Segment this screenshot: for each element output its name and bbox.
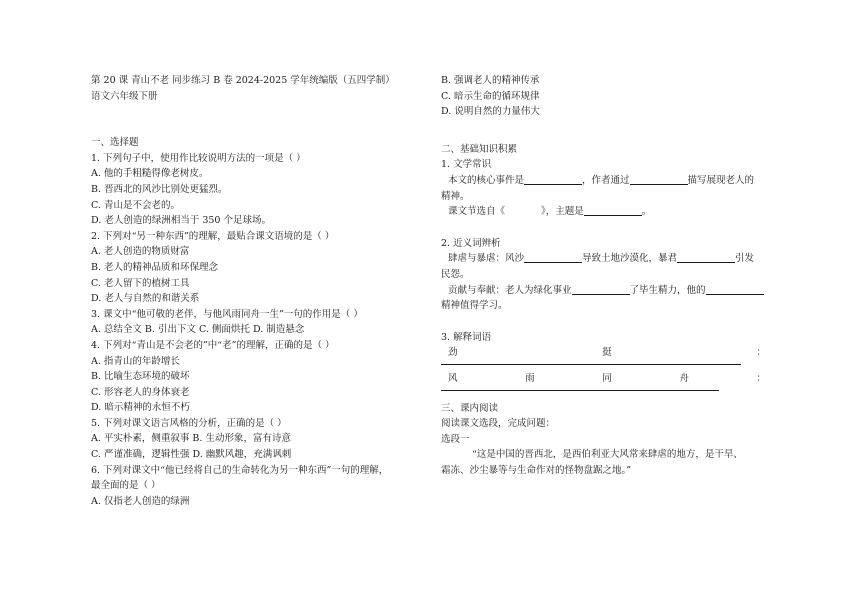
question-4-option-d: D. 暗示精神的永恒不朽: [91, 402, 190, 414]
s2-q1-title: 1. 文学常识: [441, 159, 492, 171]
s2-q1-line2: 精神。: [441, 190, 470, 202]
s2-q2-text-b: 导致土地沙漠化，暴君: [582, 253, 678, 265]
question-6-option-d: D. 说明自然的力量伟大: [441, 106, 540, 118]
passage-line2: 霜冻、沙尘暴等与生命作对的怪物盘踞之地。”: [441, 464, 632, 476]
section1-heading: 一、选择题: [91, 137, 139, 149]
s2-q3-word2-colon: ：: [756, 372, 766, 384]
question-1-stem: 1. 下列句子中，使用作比较说明方法的一项是（ ）: [91, 152, 306, 164]
s2-q2-text-c: 引发: [735, 253, 755, 265]
s2-q2-line4: 精神值得学习。: [441, 300, 508, 312]
answer-line[interactable]: [441, 363, 741, 365]
question-6-stem-line1: 6. 下列对课文中“他已经将自己的生命转化为另一种东西”一句的理解，: [91, 464, 389, 476]
section2-heading: 二、基础知识积累: [441, 143, 518, 155]
answer-blank[interactable]: [706, 283, 764, 295]
right-column: [441, 73, 771, 478]
question-5-options-ab: A. 平实朴素，侧重叙事 B. 生动形象，富有诗意: [91, 433, 291, 445]
s2-q1-line1: [441, 173, 771, 189]
s2-q3-word2-char2: 雨: [525, 372, 535, 384]
s2-q3-word1: [441, 345, 766, 361]
question-1-option-d: D. 老人创造的绿洲相当于 350 个足球场。: [91, 215, 271, 227]
section3-heading: 三、课内阅读: [441, 402, 499, 414]
question-4-option-b: B. 比喻生态环境的破坏: [91, 371, 190, 383]
section3-instruction: 阅读课文选段，完成问题：: [441, 418, 556, 430]
s2-q1-text-b: ，作者通过: [582, 174, 630, 186]
s2-q1-text-c: 描写展现老人的: [687, 174, 755, 186]
left-column: [91, 73, 421, 509]
answer-blank[interactable]: [584, 204, 642, 216]
document-title-line2: 语文六年级下册: [91, 90, 158, 102]
question-6-option-b: B. 强调老人的精神传承: [441, 75, 540, 86]
question-2-option-c: C. 老人留下的植树工具: [91, 277, 190, 289]
question-2-option-d: D. 老人与自然的和谐关系: [91, 293, 200, 305]
passage-label: 选段一: [441, 433, 470, 445]
question-2-option-a: A. 老人创造的物质财富: [91, 246, 190, 258]
question-4-stem: 4. 下列对“青山是不会老的”中“老”的理解，正确的是（ ）: [91, 339, 335, 351]
s2-q1-text-d: 课文节选自《: [448, 206, 506, 218]
question-3-stem: 3. 课文中“他可敬的老伴，与他风雨同舟一生”一句的作用是（ ）: [91, 308, 363, 320]
s2-q2-text-a: 肆虐与暴虐：风沙: [448, 253, 525, 265]
s2-q3-title: 3. 解释词语: [441, 331, 492, 343]
question-2-stem: 2. 下列对“另一种东西”的理解，最贴合课文语境的是（ ）: [91, 230, 335, 242]
s2-q3-word2-char1: 风: [448, 372, 458, 384]
question-6-option-c: C. 暗示生命的循环规律: [441, 90, 540, 102]
question-3-options: A. 总结全文 B. 引出下文 C. 侧面烘托 D. 制造悬念: [91, 324, 305, 336]
s2-q1-text-a: 本文的核心事件是: [448, 174, 525, 186]
s2-q2-line3: [441, 283, 771, 299]
question-1-option-a: A. 他的手粗糙得像老树皮。: [91, 168, 209, 180]
question-5-stem: 5. 下列对课文语言风格的分析，正确的是（ ）: [91, 417, 287, 429]
s2-q2-text-d: 贡献与奉献：老人为绿化事业: [448, 284, 572, 296]
s2-q3-word2-char4: 舟: [679, 372, 689, 384]
s2-q1-text-e: 》，主题是: [541, 206, 584, 218]
question-1-option-b: B. 晋西北的风沙比别处更猛烈。: [91, 183, 228, 195]
s2-q1-line3: [441, 204, 771, 220]
question-5-options-cd: C. 严谨准确，逻辑性强 D. 幽默风趣，充满讽刺: [91, 449, 292, 461]
s2-q3-word2-char3: 同: [602, 372, 612, 384]
answer-blank[interactable]: [524, 251, 582, 263]
s2-q3-word1-char2: 挺: [602, 347, 612, 359]
question-4-option-a: A. 指青山的年龄增长: [91, 355, 180, 367]
s2-q1-text-f: 。: [641, 206, 652, 218]
s2-q2-title: 2. 近义词辨析: [441, 237, 501, 249]
answer-blank[interactable]: [630, 173, 688, 185]
question-1-option-c: C. 青山是不会老的。: [91, 199, 180, 211]
answer-blank[interactable]: [677, 251, 735, 263]
passage-line1: “这是中国的晋西北，是西伯利亚大风常来肆虐的地方，是干旱、: [472, 449, 743, 461]
question-6-stem-line2: 最全面的是（ ）: [91, 480, 161, 492]
s2-q2-line2: 民怨。: [441, 268, 470, 280]
question-2-option-b: B. 老人的精神品质和环保理念: [91, 261, 219, 273]
question-4-option-c: C. 形容老人的身体衰老: [91, 386, 190, 398]
s2-q3-word1-char1: 劲: [448, 347, 458, 359]
s2-q2-text-e: 了毕生精力，他的: [629, 284, 706, 296]
s2-q3-word2: [441, 371, 766, 387]
s2-q3-word1-colon: ：: [756, 347, 766, 359]
s2-q2-line1: [441, 251, 771, 267]
answer-blank[interactable]: [572, 283, 630, 295]
document-title-line1: 第 20 课 青山不老 同步练习 B 卷 2024-2025 学年统编版（五四学制）: [91, 75, 395, 86]
answer-line[interactable]: [441, 389, 719, 391]
answer-blank[interactable]: [524, 173, 582, 185]
question-6-option-a: A. 仅指老人创造的绿洲: [91, 495, 190, 507]
